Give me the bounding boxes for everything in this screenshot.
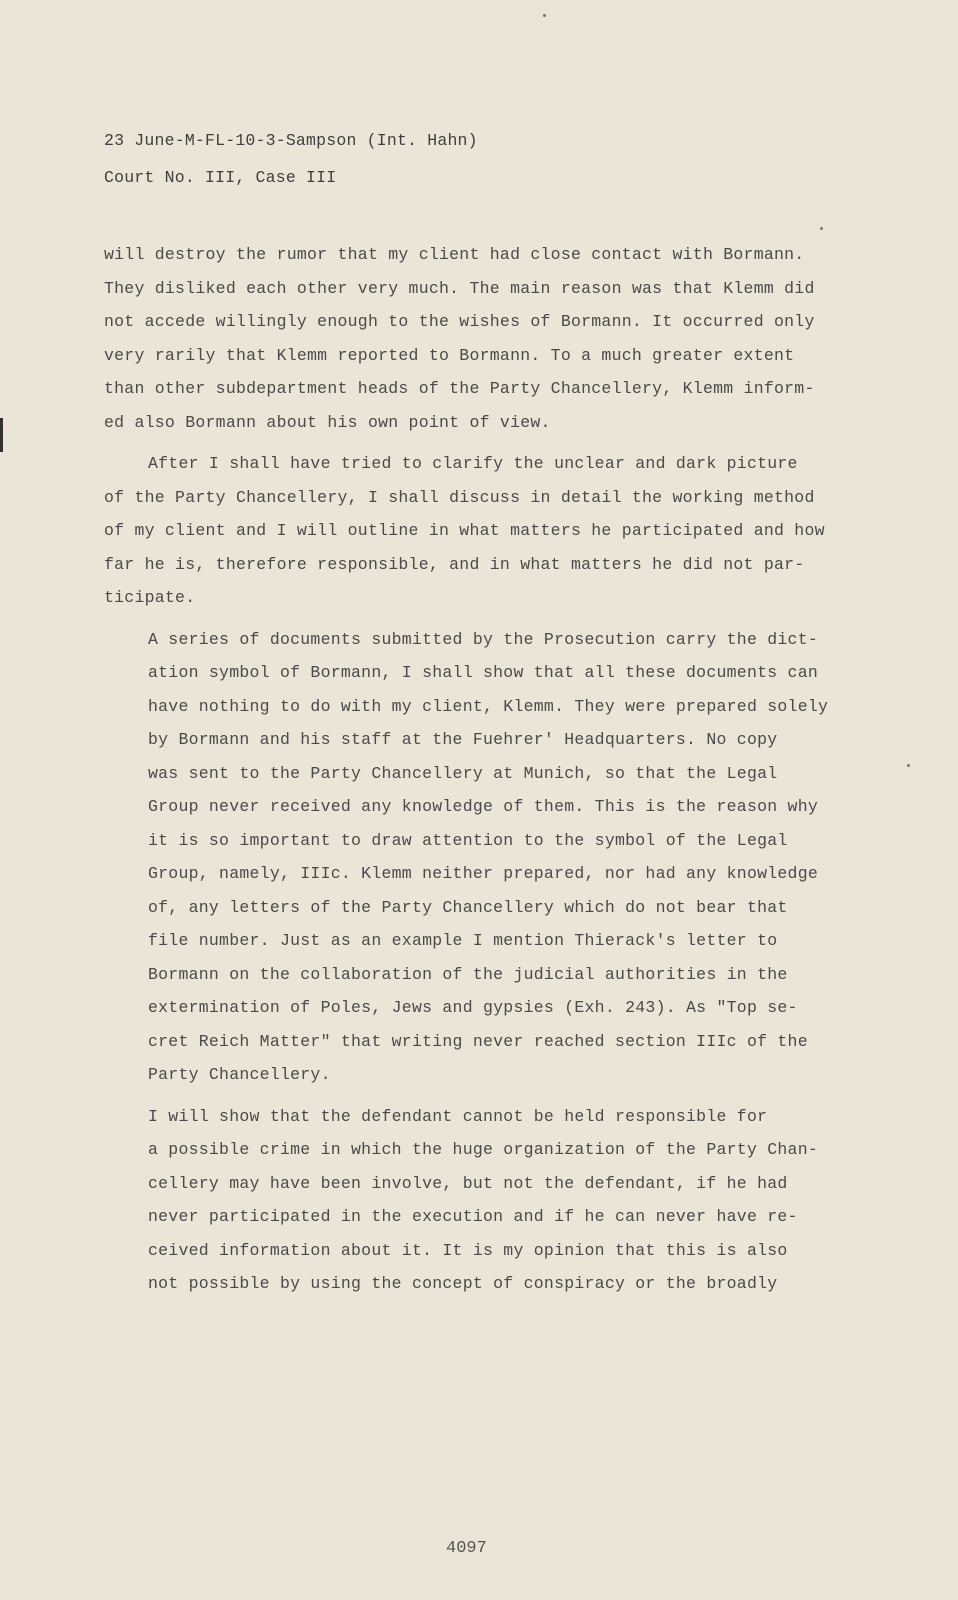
text-line: very rarily that Klemm reported to Bormann. To a much greater extent (104, 345, 795, 365)
margin-mark (0, 418, 3, 452)
text-line: not accede willingly enough to the wishes of Bormann. It occurred only (104, 312, 815, 331)
text-line: not possible by using the concept of conspiracy or the broadly (148, 1274, 778, 1293)
header-line-1: 23 June-M-FL-10-3-Sampson (Int. Hahn) (104, 131, 478, 150)
text-line: After I shall have tried to clarify the unclear and dark picture (148, 454, 798, 473)
text-line: I will show that the defendant cannot be held responsible for (148, 1106, 768, 1126)
text-line: a possible crime in which the huge organization of the Party Chan- (148, 1140, 819, 1159)
header-line-2: Court No. III, Case III (104, 168, 337, 187)
text-line: Group, namely, IIIc. Klemm neither prepared, nor had any knowledge (148, 864, 819, 883)
paper-speck (820, 227, 823, 230)
text-line: by Bormann and his staff at the Fuehrer' Headquarters. No copy (148, 730, 778, 749)
paragraph-4 (104, 1100, 844, 1301)
text-line: Bormann on the collaboration of the judicial authorities in the (148, 964, 788, 984)
text-line: never participated in the execution and if he can never have re- (148, 1207, 798, 1226)
document-header (104, 122, 478, 196)
paragraph-2 (104, 447, 844, 615)
paragraph-3 (104, 623, 844, 1092)
text-line: cellery may have been involve, but not the defendant, if he had (148, 1173, 788, 1193)
text-line: They disliked each other very much. The main reason was that Klemm did (104, 278, 815, 298)
text-line: have nothing to do with my client, Klemm. They were prepared solely (148, 696, 829, 716)
text-line: file number. Just as an example I mention Thierack's letter to (148, 931, 778, 950)
text-line: cret Reich Matter" that writing never reached section IIIc of the (148, 1031, 808, 1051)
text-line: it is so important to draw attention to the symbol of the Legal (148, 830, 788, 850)
paragraph-1 (104, 238, 844, 439)
text-line: of, any letters of the Party Chancellery which do not bear that (148, 897, 788, 917)
text-line: extermination of Poles, Jews and gypsies (Exh. 243). As "Top se- (148, 998, 798, 1017)
text-line: A series of documents submitted by the Prosecution carry the dict- (148, 629, 819, 649)
page-number: 4097 (446, 1539, 487, 1558)
text-line: ticipate. (104, 588, 196, 607)
text-line: of the Party Chancellery, I shall discuss in detail the working method (104, 487, 815, 507)
paper-speck (543, 14, 546, 17)
paper-speck (907, 764, 910, 767)
text-line: far he is, therefore responsible, and in what matters he did not par- (104, 554, 805, 574)
text-line: Group never received any knowledge of them. This is the reason why (148, 797, 819, 816)
text-line: ation symbol of Bormann, I shall show that all these documents can (148, 663, 819, 682)
transcript-body (104, 238, 844, 1301)
text-line: ceived information about it. It is my opinion that this is also (148, 1240, 788, 1260)
text-line: ed also Bormann about his own point of view. (104, 412, 551, 432)
text-line: of my client and I will outline in what matters he participated and how (104, 521, 825, 540)
text-line: will destroy the rumor that my client had close contact with Bormann. (104, 245, 805, 264)
text-line: than other subdepartment heads of the Party Chancellery, Klemm inform- (104, 379, 815, 398)
text-line: Party Chancellery. (148, 1065, 331, 1084)
text-line: was sent to the Party Chancellery at Munich, so that the Legal (148, 763, 778, 783)
